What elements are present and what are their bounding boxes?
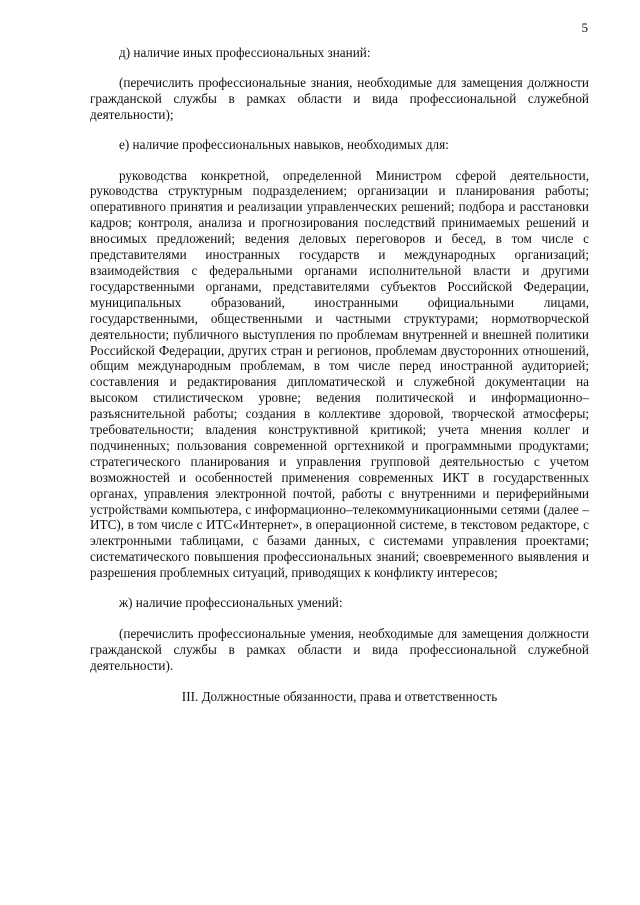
item-d-note: (перечислить профессиональные знания, необходимые для замещения должности гражданской службы в рамках области и вида профессиональной служебной деятельности);	[90, 74, 589, 122]
item-zh-abilities: ж) наличие профессиональных умений:	[119, 595, 343, 611]
item-e-skills: е) наличие профессиональных навыков, необходимых для:	[119, 136, 449, 152]
item-e-skills-list: руководства конкретной, определенной Министром сферой деятельности, руководства структурным подразделением; организации и планирования работы; оперативного принятия и реализации управленческих решений; подбора и расстановки кадров; контроля, анализа и прогнозирования последствий принимаемых решений и вносимых предложений; ведения деловых переговоров и бесед, в том числе с представителями иностранных государств и международных организаций; взаимодействия с федеральными органами исполнительной власти и другими государственными органами, представителями субъектов Российской Федерации, муниципальных образований, иностранными официальными лицами, государственными, общественными и частными структурами; нормотворческой деятельности; публичного выступления по проблемам внутренней и внешней политики Российской Федерации, других стран и регионов, проблемам двусторонних отношений, общим международным проблемам, в том числе перед иностранной аудиторией; составления и редактирования дипломатической и служебной документации на высоком стилистическом уровне; ведения политической и информационно–разъяснительной работы; создания в коллективе здоровой, творческой атмосферы; требовательности; владения конструктивной критикой; учета мнения коллег и подчиненных; пользования современной оргтехникой и программными продуктами; стратегического планирования и управления групповой деятельностью с учетом возможностей и особенностей применения современных ИКТ в государственных органах, управления электронной почтой, работы с внутренними и периферийными устройствами компьютера, с информационно–телекоммуникационными сетями (далее – ИТС), в том числе с ИТС«Интернет», в операционной системе, в текстовом редакторе, с электронными таблицами, с базами данных, с системами управления проектами; систематического повышения профессиональных знаний; своевременного выявления и разрешения проблемных ситуаций, приводящих к конфликту интересов;	[90, 167, 589, 581]
section-iii-heading: III. Должностные обязанности, права и ответственность	[181, 688, 498, 704]
item-d-other-knowledge: д) наличие иных профессиональных знаний:	[119, 45, 371, 60]
page-number: 5	[581, 20, 588, 35]
document-body	[90, 45, 589, 705]
item-zh-note: (перечислить профессиональные умения, необходимые для замещения должности гражданской службы в рамках области и вида профессиональной служебной деятельности).	[90, 626, 589, 673]
